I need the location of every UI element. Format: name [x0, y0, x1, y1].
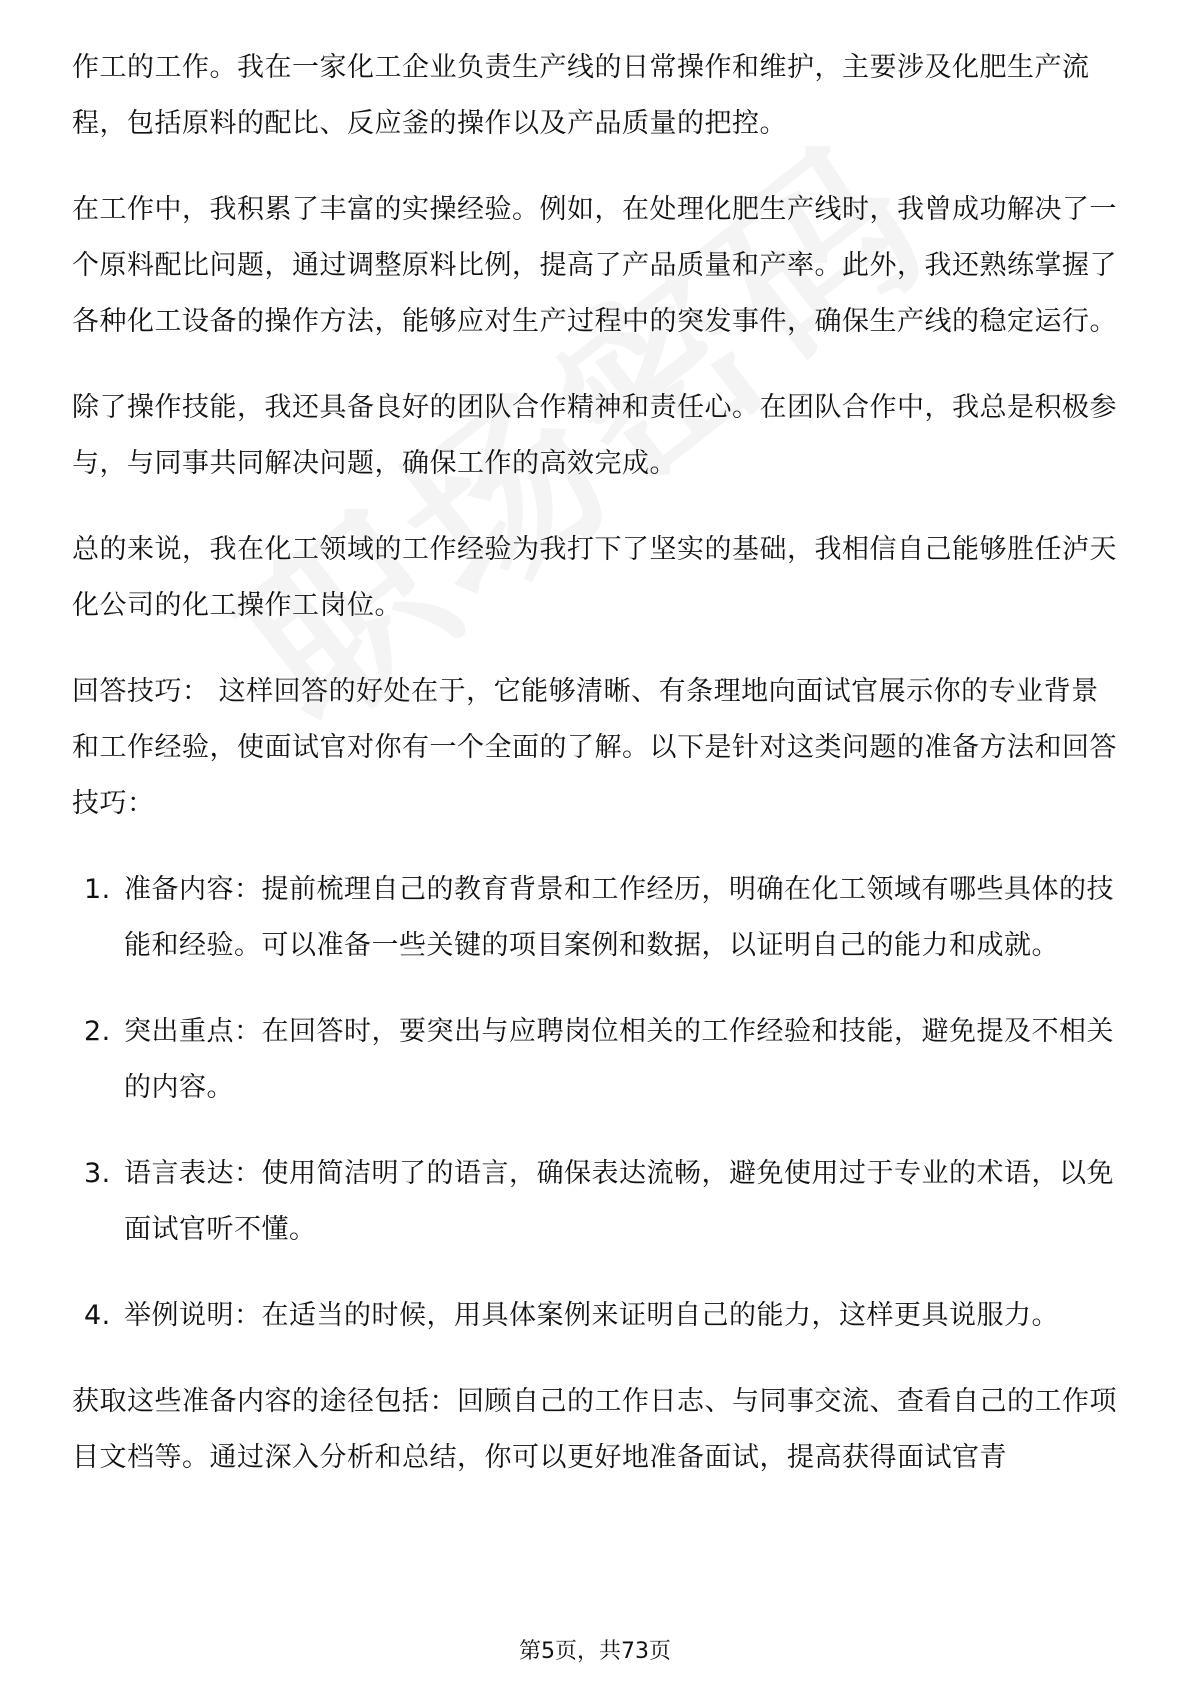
tips-list — [72, 862, 1122, 1344]
list-text: 语言表达：使用简洁明了的语言，确保表达流畅，避免使用过于专业的术语，以免面试官听不懂。 — [124, 1158, 1114, 1245]
list-item — [72, 1288, 1122, 1344]
paragraph-summary: 总的来说，我在化工领域的工作经验为我打下了坚实的基础，我相信自己能够胜任泸天化公司的化工操作工岗位。 — [72, 534, 1117, 621]
list-number: 3. — [84, 1158, 111, 1189]
list-item — [72, 1146, 1122, 1258]
document-body — [72, 40, 1122, 1516]
paragraph-experience: 在工作中，我积累了丰富的实操经验。例如，在处理化肥生产线时，我曾成功解决了一个原料配比问题，通过调整原料比例，提高了产品质量和产率。此外，我还熟练掌握了各种化工设备的操作方法，能够应对生产过程中的突发事件，确保生产线的稳定运行。 — [72, 194, 1117, 337]
list-item — [72, 862, 1122, 974]
list-item — [72, 1004, 1122, 1116]
paragraph-teamwork: 除了操作技能，我还具备良好的团队合作精神和责任心。在团队合作中，我总是积极参与，与同事共同解决问题，确保工作的高效完成。 — [72, 392, 1117, 479]
paragraph-answer-tips: 回答技巧： 这样回答的好处在于，它能够清晰、有条理地向面试官展示你的专业背景和工作经验，使面试官对你有一个全面的了解。以下是针对这类问题的准备方法和回答技巧： — [72, 676, 1117, 819]
list-number: 2. — [84, 1016, 111, 1047]
list-text: 准备内容：提前梳理自己的教育背景和工作经历，明确在化工领域有哪些具体的技能和经验。可以准备一些关键的项目案例和数据，以证明自己的能力和成就。 — [124, 874, 1114, 961]
list-text: 突出重点：在回答时，要突出与应聘岗位相关的工作经验和技能，避免提及不相关的内容。 — [124, 1016, 1114, 1103]
list-text: 举例说明：在适当的时候，用具体案例来证明自己的能力，这样更具说服力。 — [124, 1300, 1059, 1331]
page-number-footer: 第5页，共73页 — [519, 1639, 671, 1664]
list-number: 1. — [84, 874, 111, 905]
list-number: 4. — [84, 1300, 111, 1331]
paragraph-intro-continued: 作工的工作。我在一家化工企业负责生产线的日常操作和维护，主要涉及化肥生产流程，包括原料的配比、反应釜的操作以及产品质量的把控。 — [72, 52, 1090, 139]
paragraph-closing: 获取这些准备内容的途径包括：回顾自己的工作日志、与同事交流、查看自己的工作项目文档等。通过深入分析和总结，你可以更好地准备面试，提高获得面试官青 — [72, 1386, 1117, 1473]
